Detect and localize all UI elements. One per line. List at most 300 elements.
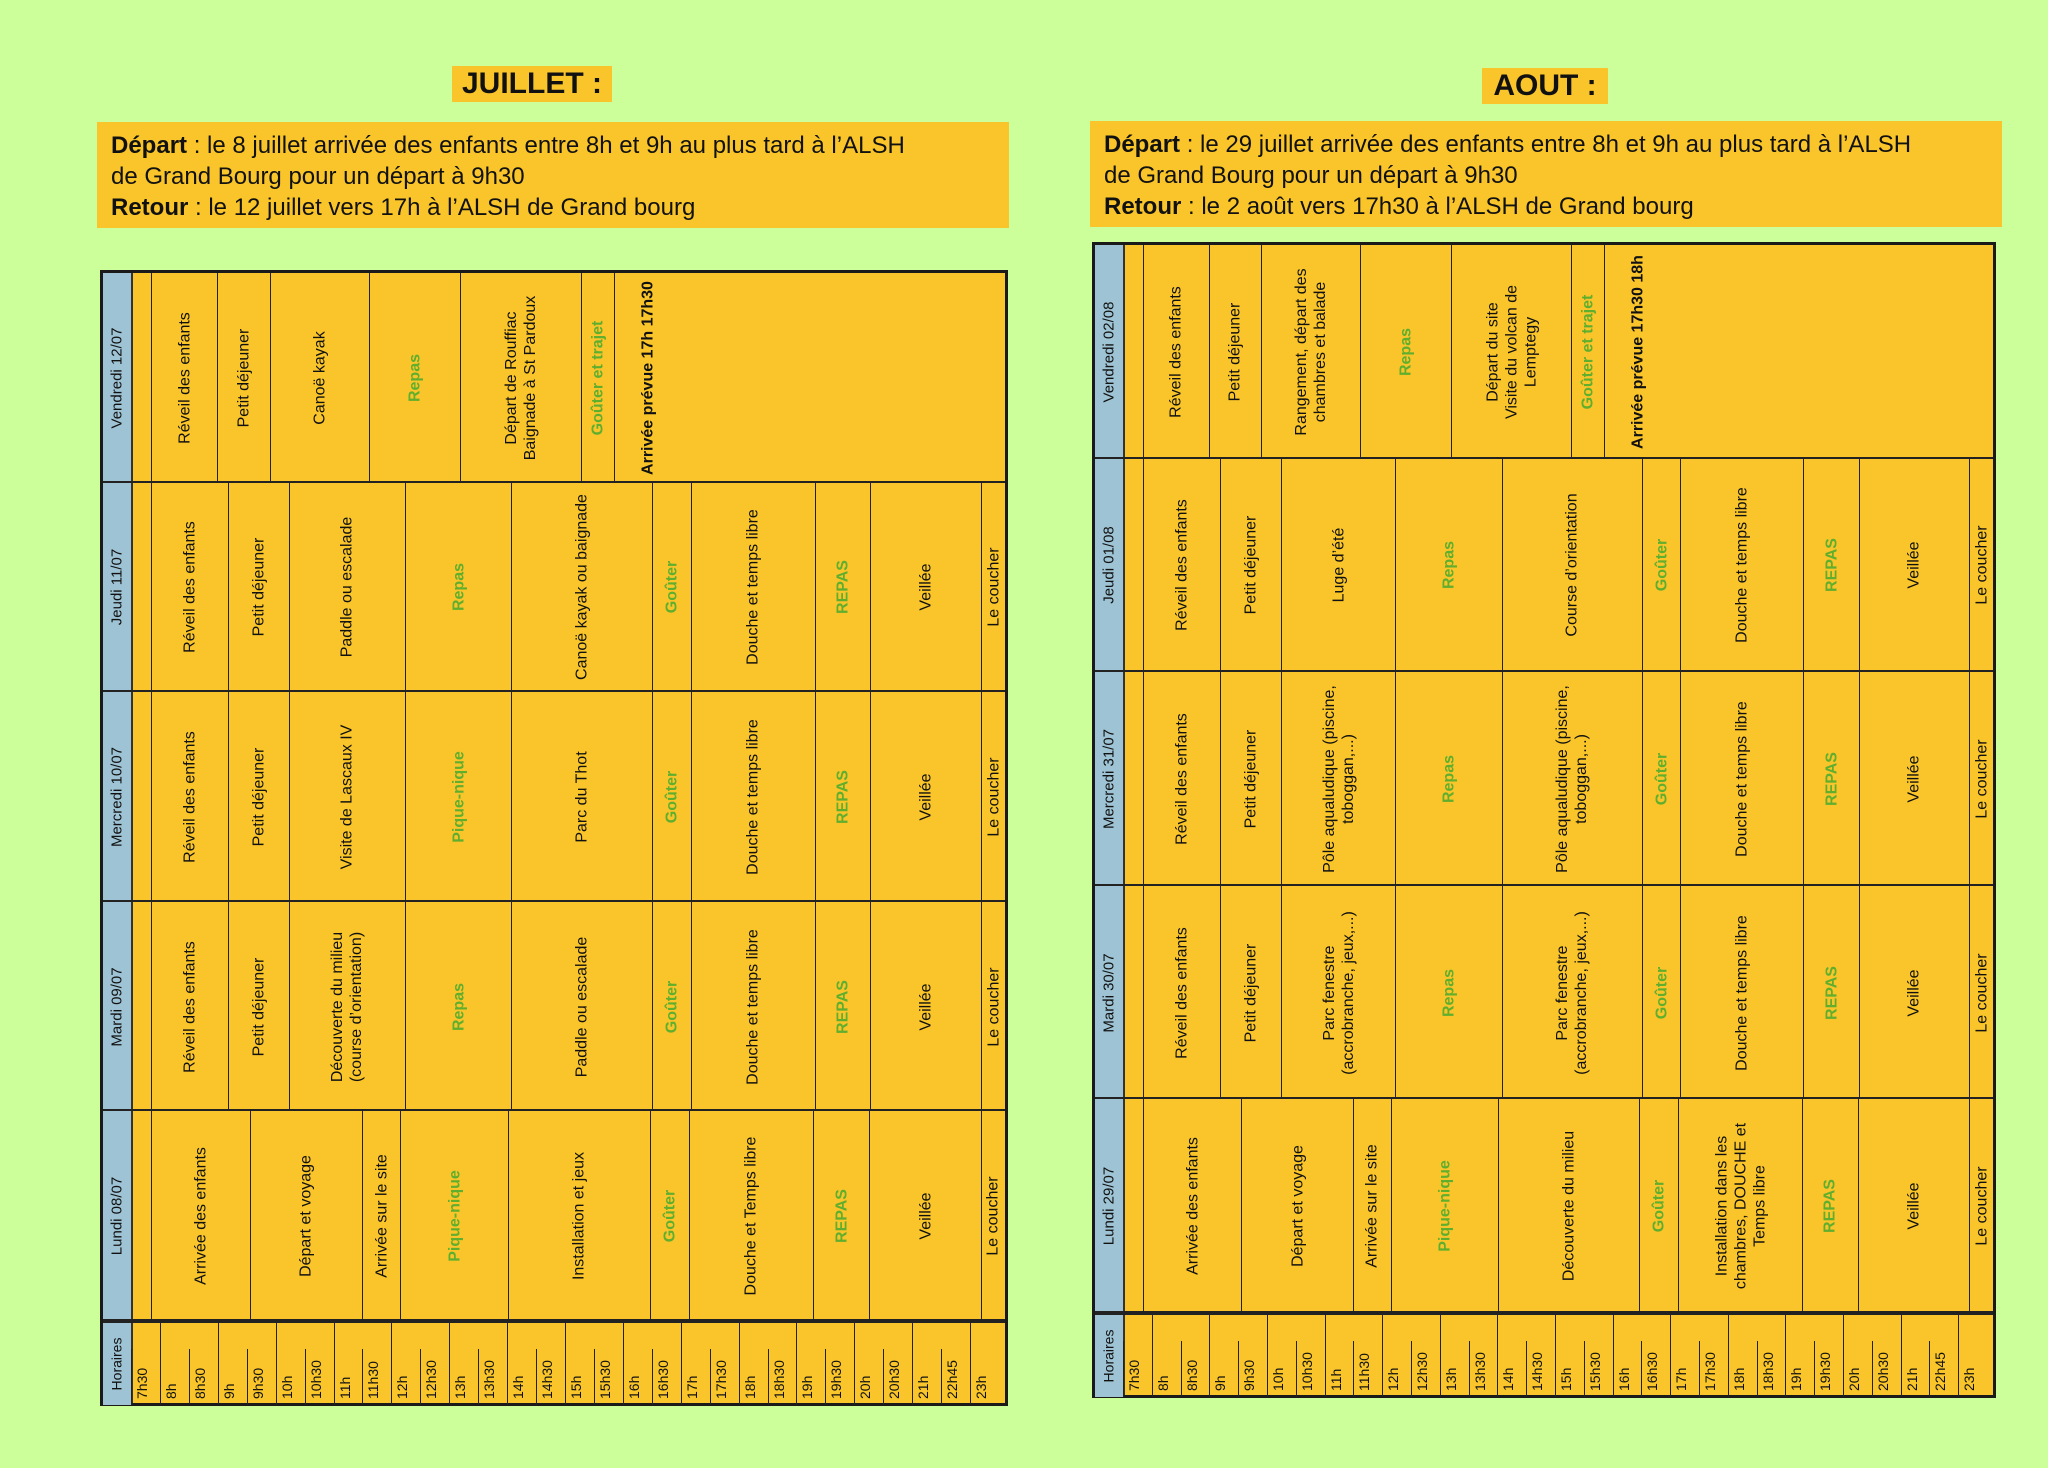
hour-tick bbox=[1382, 1315, 1383, 1397]
activity-cell bbox=[460, 273, 581, 483]
activity-cell bbox=[400, 1111, 508, 1321]
activity-cell bbox=[652, 902, 690, 1112]
activity-text: Départ du site Visite du volcan de Lemptegy bbox=[1484, 284, 1540, 419]
activity-text: REPAS bbox=[834, 560, 852, 615]
hour-tick bbox=[276, 1323, 277, 1405]
activity-text: Course d’orientation bbox=[1563, 493, 1581, 637]
activity-cell bbox=[1571, 245, 1604, 459]
activity-text: REPAS bbox=[1823, 965, 1841, 1020]
activity-text: Repas bbox=[406, 353, 424, 402]
hour-tick bbox=[160, 1323, 161, 1405]
hour-tick bbox=[796, 1323, 797, 1405]
hour-label: 16h30 bbox=[654, 1360, 671, 1399]
activity-cell bbox=[1360, 245, 1451, 459]
activity-cell bbox=[1859, 886, 1970, 1100]
activity-text: Canoë kayak bbox=[311, 331, 329, 425]
activity-cell bbox=[1803, 459, 1858, 673]
hour-tick bbox=[1929, 1341, 1930, 1397]
hour-label: 9h30 bbox=[249, 1367, 266, 1399]
hour-tick bbox=[1757, 1341, 1758, 1397]
hour-label: 20h30 bbox=[1874, 1352, 1891, 1391]
activity-cell bbox=[1241, 1099, 1352, 1313]
hour-label: 10h bbox=[278, 1375, 295, 1399]
activity-text: Arrivée prévue 17h30 18h bbox=[1629, 254, 1647, 449]
activity-cell bbox=[1642, 459, 1680, 673]
hour-tick bbox=[1901, 1315, 1902, 1397]
activity-cell bbox=[1391, 1099, 1498, 1313]
activity-cell bbox=[1451, 245, 1571, 459]
activity-cell bbox=[1859, 459, 1970, 673]
hours-label: Horaires bbox=[1100, 1329, 1117, 1383]
hour-label: 14h bbox=[1500, 1367, 1517, 1391]
day-label-box bbox=[1095, 459, 1123, 673]
hour-label: 19h30 bbox=[828, 1360, 845, 1399]
activity-text: Repas bbox=[450, 982, 467, 1031]
hour-label: 8h bbox=[1154, 1375, 1171, 1391]
hour-tick bbox=[420, 1349, 421, 1405]
activity-text: REPAS bbox=[834, 770, 852, 824]
activity-cell bbox=[981, 902, 1005, 1112]
hour-tick bbox=[449, 1323, 450, 1405]
activity-cell bbox=[511, 902, 652, 1112]
day-label: Lundi 08/07 bbox=[108, 1176, 126, 1256]
activity-cell bbox=[1969, 459, 1993, 673]
activity-text: Goûter bbox=[663, 980, 681, 1033]
day-label-box bbox=[1095, 672, 1123, 886]
hour-label: 12h bbox=[1385, 1367, 1402, 1391]
hour-label: 8h30 bbox=[1183, 1359, 1200, 1391]
activity-text: Petit déjeuner bbox=[235, 328, 253, 428]
activity-text: Petit déjeuner bbox=[1242, 516, 1260, 615]
hour-tick bbox=[970, 1323, 971, 1405]
activity-text: Paddle ou escalade bbox=[573, 936, 591, 1077]
hour-label: 18h30 bbox=[1759, 1352, 1776, 1391]
activity-text: Réveil des enfants bbox=[176, 311, 193, 444]
activity-text: Réveil des enfants bbox=[1173, 499, 1191, 632]
activity-text: Réveil des enfants bbox=[181, 940, 199, 1073]
hour-tick bbox=[854, 1323, 855, 1405]
activity-text: Petit déjeuner bbox=[250, 747, 268, 847]
hour-label: 18h30 bbox=[770, 1360, 787, 1399]
activity-text: Arrivée sur le site bbox=[373, 1154, 391, 1278]
activity-cell bbox=[1604, 245, 1670, 459]
activity-text: Petit déjeuner bbox=[1242, 943, 1260, 1042]
day-label-box bbox=[103, 1111, 131, 1321]
activity-cell bbox=[1642, 886, 1680, 1100]
hour-tick bbox=[1469, 1341, 1470, 1397]
hour-label: 11h bbox=[1327, 1368, 1344, 1391]
hour-tick bbox=[739, 1323, 740, 1405]
activity-cell bbox=[1680, 672, 1803, 886]
hour-label: 19h bbox=[1788, 1367, 1805, 1391]
hour-tick bbox=[1872, 1341, 1873, 1397]
activity-text: Réveil des enfants bbox=[181, 521, 199, 654]
activity-text: Veillée bbox=[1905, 541, 1923, 589]
activity-cell bbox=[217, 273, 270, 483]
hour-label: 22h45 bbox=[944, 1360, 961, 1399]
day-label: Mardi 30/07 bbox=[1100, 952, 1118, 1033]
activity-text: Repas bbox=[1440, 541, 1458, 590]
activity-cell bbox=[228, 692, 289, 902]
day-label: Jeudi 11/07 bbox=[108, 549, 126, 626]
activity-text: Le coucher bbox=[1973, 1166, 1990, 1246]
activity-cell bbox=[1969, 886, 1993, 1100]
aout-info-box bbox=[1090, 121, 2002, 227]
day-label: Vendredi 02/08 bbox=[1100, 301, 1118, 403]
hour-tick bbox=[1699, 1341, 1700, 1397]
hour-tick bbox=[652, 1349, 653, 1405]
hour-label: 9h bbox=[220, 1383, 237, 1399]
activity-text: Goûter et trajet bbox=[589, 320, 607, 436]
activity-cell bbox=[362, 1111, 401, 1321]
activity-text: Repas bbox=[1440, 754, 1458, 803]
hour-label: 15h30 bbox=[1586, 1352, 1603, 1391]
aout-depart-text: : le 29 juillet arrivée des enfants entre 8h et 9h au plus tard à l’ALSH bbox=[1180, 131, 1912, 158]
activity-text: Arrivée des enfants bbox=[192, 1147, 210, 1286]
hour-label: 13h30 bbox=[481, 1360, 498, 1399]
activity-text: Le coucher bbox=[1973, 739, 1991, 819]
activity-cell bbox=[1395, 886, 1501, 1100]
day-label: Mercredi 10/07 bbox=[108, 746, 126, 848]
activity-cell bbox=[815, 902, 871, 1112]
day-label-box bbox=[1095, 1099, 1123, 1313]
activity-cell bbox=[1642, 672, 1680, 886]
hour-tick bbox=[478, 1349, 479, 1405]
activity-cell bbox=[1281, 886, 1396, 1100]
juillet-schedule bbox=[100, 270, 1008, 1406]
hour-tick bbox=[247, 1349, 248, 1405]
juillet-retour-label: Retour bbox=[111, 194, 189, 221]
activity-cell bbox=[508, 1111, 650, 1321]
hour-tick bbox=[536, 1349, 537, 1405]
activity-cell bbox=[369, 273, 461, 483]
activity-cell bbox=[1502, 886, 1642, 1100]
hour-label: 15h bbox=[568, 1375, 584, 1399]
activity-cell bbox=[691, 902, 815, 1112]
day-label-box bbox=[1095, 245, 1123, 459]
hour-tick bbox=[710, 1349, 711, 1405]
activity-text: REPAS bbox=[1823, 538, 1841, 593]
hour-label: 14h bbox=[510, 1375, 527, 1399]
activity-text: Veillée bbox=[1905, 1182, 1923, 1230]
hour-label: 12h30 bbox=[423, 1360, 440, 1399]
hour-label: 10h bbox=[1270, 1367, 1286, 1391]
activity-cell bbox=[511, 692, 652, 902]
day-label-box bbox=[103, 483, 131, 693]
juillet-depart-text: : le 8 juillet arrivée des enfants entre 8h et 9h au plus tard à l’ALSH bbox=[187, 132, 905, 159]
activity-cell bbox=[691, 692, 815, 902]
activity-cell bbox=[1803, 672, 1858, 886]
hour-label: 20h bbox=[1846, 1367, 1862, 1391]
hour-tick bbox=[218, 1323, 219, 1405]
activity-cell bbox=[581, 273, 614, 483]
activity-text: Réveil des enfants bbox=[1167, 285, 1185, 418]
hour-tick bbox=[334, 1323, 335, 1405]
hour-tick bbox=[1440, 1315, 1441, 1397]
hour-tick bbox=[1814, 1341, 1815, 1397]
day-label-box bbox=[103, 273, 131, 483]
hour-tick bbox=[681, 1323, 682, 1405]
activity-text: Petit déjeuner bbox=[250, 957, 268, 1056]
activity-cell bbox=[1281, 672, 1396, 886]
activity-text: Le coucher bbox=[985, 547, 1003, 627]
hour-tick bbox=[825, 1349, 826, 1405]
activity-cell bbox=[511, 483, 652, 693]
hour-label: 13h bbox=[452, 1375, 469, 1399]
activity-cell bbox=[1143, 459, 1220, 673]
activity-cell bbox=[815, 692, 871, 902]
hour-tick bbox=[912, 1323, 913, 1405]
hour-label: 16h bbox=[625, 1375, 642, 1399]
hour-label: 9h30 bbox=[1241, 1359, 1258, 1391]
hour-tick bbox=[362, 1349, 363, 1405]
activity-cell bbox=[1143, 1099, 1241, 1313]
hour-label: 9h bbox=[1212, 1375, 1229, 1391]
hour-tick bbox=[1238, 1341, 1239, 1397]
activity-cell bbox=[228, 902, 289, 1112]
activity-cell bbox=[151, 1111, 250, 1321]
hour-tick bbox=[594, 1349, 595, 1405]
juillet-depart-text2: de Grand Bourg pour un départ à 9h30 bbox=[111, 163, 525, 190]
activity-cell bbox=[289, 483, 404, 693]
hours-label: Horaires bbox=[108, 1337, 125, 1391]
activity-text: Goûter et trajet bbox=[1579, 294, 1597, 410]
activity-text: Veillée bbox=[1905, 969, 1923, 1017]
activity-cell bbox=[228, 483, 289, 693]
hour-tick bbox=[1843, 1315, 1844, 1397]
activity-cell bbox=[1353, 1099, 1392, 1313]
juillet-depart-label: Départ bbox=[111, 132, 188, 159]
hours-strip bbox=[1095, 1313, 1993, 1395]
hour-tick bbox=[1123, 1341, 1124, 1397]
activity-text: Luge d’été bbox=[1330, 528, 1348, 603]
hour-tick bbox=[768, 1349, 769, 1405]
activity-cell bbox=[289, 902, 404, 1112]
hour-label: 8h bbox=[162, 1383, 179, 1399]
activity-text: Parc fenestre (accrobranche, jeux,...) bbox=[1554, 910, 1591, 1075]
aout-retour-text: : le 2 août vers 17h30 à l’ALSH de Grand bourg bbox=[1181, 193, 1694, 220]
hour-label: 17h bbox=[683, 1375, 700, 1399]
hour-label: 22h45 bbox=[1932, 1352, 1949, 1391]
activity-cell bbox=[1502, 459, 1642, 673]
hour-label: 10h30 bbox=[307, 1360, 324, 1399]
hour-label: 8h30 bbox=[191, 1367, 208, 1399]
hour-label: 20h bbox=[857, 1375, 874, 1399]
activity-text: Veillée bbox=[917, 1192, 934, 1240]
hour-tick bbox=[1958, 1315, 1959, 1397]
hour-label: 17h30 bbox=[1702, 1352, 1718, 1391]
day-label-box bbox=[1095, 886, 1123, 1100]
day-label-box bbox=[103, 902, 131, 1112]
activity-text: Goûter bbox=[1653, 539, 1671, 592]
activity-cell bbox=[1143, 886, 1220, 1100]
activity-text: Douche et temps libre bbox=[744, 928, 762, 1085]
activity-text: Le coucher bbox=[1973, 525, 1991, 605]
hour-label: 14h30 bbox=[539, 1360, 556, 1399]
hour-label: 12h bbox=[394, 1375, 411, 1399]
hour-tick bbox=[391, 1323, 392, 1405]
activity-cell bbox=[1859, 672, 1970, 886]
hour-tick bbox=[565, 1323, 566, 1405]
activity-cell bbox=[151, 692, 228, 902]
hour-tick bbox=[623, 1323, 624, 1405]
activity-text: REPAS bbox=[1821, 1179, 1839, 1234]
activity-text: Douche et temps libre bbox=[744, 509, 762, 666]
hour-label: 23h bbox=[973, 1375, 990, 1399]
activity-cell bbox=[869, 1111, 981, 1321]
hour-tick bbox=[883, 1349, 884, 1405]
activity-cell bbox=[870, 902, 981, 1112]
hour-label: 11h bbox=[336, 1376, 353, 1399]
day-label-box bbox=[103, 692, 131, 902]
hour-label: 7h30 bbox=[134, 1367, 150, 1399]
hour-tick bbox=[1325, 1315, 1326, 1397]
activity-text: Visite de Lascaux IV bbox=[338, 724, 356, 870]
hour-tick bbox=[941, 1349, 942, 1405]
activity-text: Pique-nique bbox=[450, 751, 467, 843]
hour-tick bbox=[1526, 1341, 1527, 1397]
activity-text: Parc fenestre (accrobranche, jeux,...) bbox=[1320, 910, 1357, 1075]
day-label: Mardi 09/07 bbox=[108, 966, 126, 1047]
activity-text: Découverte du milieu bbox=[1560, 1131, 1578, 1282]
hour-tick bbox=[1296, 1341, 1297, 1397]
hour-tick bbox=[1785, 1315, 1786, 1397]
hour-label: 18h bbox=[1730, 1367, 1747, 1391]
activity-text: Petit déjeuner bbox=[250, 538, 268, 637]
hour-tick bbox=[1209, 1315, 1210, 1397]
activity-cell bbox=[1395, 459, 1501, 673]
hours-strip bbox=[103, 1321, 1005, 1403]
juillet-info-box bbox=[97, 122, 1009, 228]
activity-cell bbox=[405, 902, 512, 1112]
activity-text: Pique-nique bbox=[1436, 1160, 1454, 1252]
activity-text: Réveil des enfants bbox=[1173, 713, 1191, 845]
activity-cell bbox=[1969, 672, 1993, 886]
activity-cell bbox=[1680, 459, 1803, 673]
activity-text: Douche et temps libre bbox=[1733, 914, 1751, 1071]
hour-label: 11h30 bbox=[365, 1361, 382, 1399]
hour-label: 11h30 bbox=[1356, 1353, 1373, 1391]
hour-label: 13h30 bbox=[1471, 1352, 1488, 1391]
activity-text: Pôle aqualudique (piscine, toboggan,...) bbox=[1554, 685, 1591, 873]
hour-label: 17h30 bbox=[712, 1360, 729, 1399]
hour-tick bbox=[1353, 1341, 1354, 1397]
hour-label: 19h bbox=[799, 1375, 816, 1399]
activity-cell bbox=[151, 902, 228, 1112]
activity-cell bbox=[1220, 459, 1281, 673]
hour-label: 13h bbox=[1442, 1367, 1459, 1391]
activity-cell bbox=[1802, 1099, 1858, 1313]
activity-cell bbox=[870, 692, 981, 902]
activity-text: Petit déjeuner bbox=[1226, 302, 1244, 402]
activity-text: Pôle aqualudique (piscine, toboggan,...) bbox=[1320, 685, 1357, 873]
activity-text: Réveil des enfants bbox=[181, 731, 199, 863]
activity-text: Douche et temps libre bbox=[744, 719, 762, 875]
hour-label: 15h bbox=[1558, 1367, 1574, 1391]
activity-cell bbox=[1680, 886, 1803, 1100]
hour-label: 23h bbox=[1961, 1367, 1978, 1391]
hour-tick bbox=[189, 1349, 190, 1405]
hours-label-box bbox=[103, 1323, 131, 1405]
activity-text: Goûter bbox=[1653, 966, 1671, 1019]
hour-label: 21h bbox=[1903, 1367, 1920, 1391]
activity-text: Départ et voyage bbox=[1289, 1145, 1307, 1268]
hour-label: 19h30 bbox=[1817, 1352, 1834, 1391]
activity-text: Goûter bbox=[1653, 752, 1671, 806]
activity-cell bbox=[1395, 672, 1501, 886]
activity-cell bbox=[1209, 245, 1262, 459]
hour-tick bbox=[1584, 1341, 1585, 1397]
hour-label: 20h30 bbox=[886, 1360, 903, 1399]
activity-text: Veillée bbox=[917, 773, 935, 821]
hour-label: 14h30 bbox=[1529, 1352, 1546, 1391]
activity-text: Découverte du milieu (course d’orientation) bbox=[329, 931, 366, 1082]
activity-cell bbox=[813, 1111, 869, 1321]
activity-text: Canoë kayak ou baignade bbox=[573, 494, 591, 681]
activity-text: REPAS bbox=[1823, 752, 1841, 806]
hour-label: 7h30 bbox=[1126, 1359, 1142, 1391]
activity-text: Arrivée sur le site bbox=[1363, 1144, 1381, 1268]
activity-text: Veillée bbox=[917, 563, 935, 611]
activity-text: Veillée bbox=[1905, 755, 1923, 803]
hour-tick bbox=[1267, 1315, 1268, 1397]
activity-text: Paddle ou escalade bbox=[338, 517, 356, 658]
activity-text: Pique-nique bbox=[446, 1170, 464, 1262]
activity-cell bbox=[1858, 1099, 1969, 1313]
activity-text: Arrivée prévue 17h 17h30 bbox=[639, 280, 657, 475]
activity-cell bbox=[405, 692, 512, 902]
activity-text: Goûter bbox=[1650, 1179, 1668, 1233]
activity-cell bbox=[1143, 245, 1209, 459]
activity-text: Arrivée des enfants bbox=[1184, 1137, 1202, 1276]
hour-label: 18h bbox=[741, 1375, 758, 1399]
activity-cell bbox=[614, 273, 680, 483]
hour-tick bbox=[1411, 1341, 1412, 1397]
activity-text: Le coucher bbox=[984, 1176, 1002, 1256]
activity-cell bbox=[1143, 672, 1220, 886]
activity-cell bbox=[151, 483, 228, 693]
hour-tick bbox=[1613, 1315, 1614, 1397]
activity-text: Goûter bbox=[661, 1189, 679, 1243]
activity-text: Repas bbox=[1440, 968, 1458, 1017]
activity-cell bbox=[981, 1111, 1005, 1321]
hour-tick bbox=[1641, 1341, 1642, 1397]
hours-label-box bbox=[1095, 1315, 1123, 1397]
hour-tick bbox=[305, 1349, 306, 1405]
aout-retour-label: Retour bbox=[1104, 193, 1182, 220]
hour-tick bbox=[1181, 1341, 1182, 1397]
hour-label: 15h30 bbox=[596, 1360, 613, 1399]
activity-text: Goûter bbox=[663, 770, 681, 824]
activity-cell bbox=[1281, 459, 1396, 673]
activity-text: Douche et temps libre bbox=[1733, 487, 1751, 644]
activity-cell bbox=[405, 483, 512, 693]
day-label: Jeudi 01/08 bbox=[1100, 526, 1118, 605]
aout-schedule bbox=[1092, 242, 1996, 1398]
activity-cell bbox=[1502, 672, 1642, 886]
activity-cell bbox=[1969, 1099, 1993, 1313]
activity-cell bbox=[652, 483, 690, 693]
activity-cell bbox=[1803, 886, 1858, 1100]
day-label: Lundi 29/07 bbox=[1100, 1166, 1118, 1246]
hour-tick bbox=[1555, 1315, 1556, 1397]
activity-cell bbox=[1220, 672, 1281, 886]
activity-text: REPAS bbox=[834, 979, 852, 1034]
activity-cell bbox=[870, 483, 981, 693]
activity-text: Petit déjeuner bbox=[1242, 729, 1260, 829]
juillet-title: JUILLET : bbox=[452, 66, 612, 102]
hour-label: 16h bbox=[1615, 1367, 1632, 1391]
